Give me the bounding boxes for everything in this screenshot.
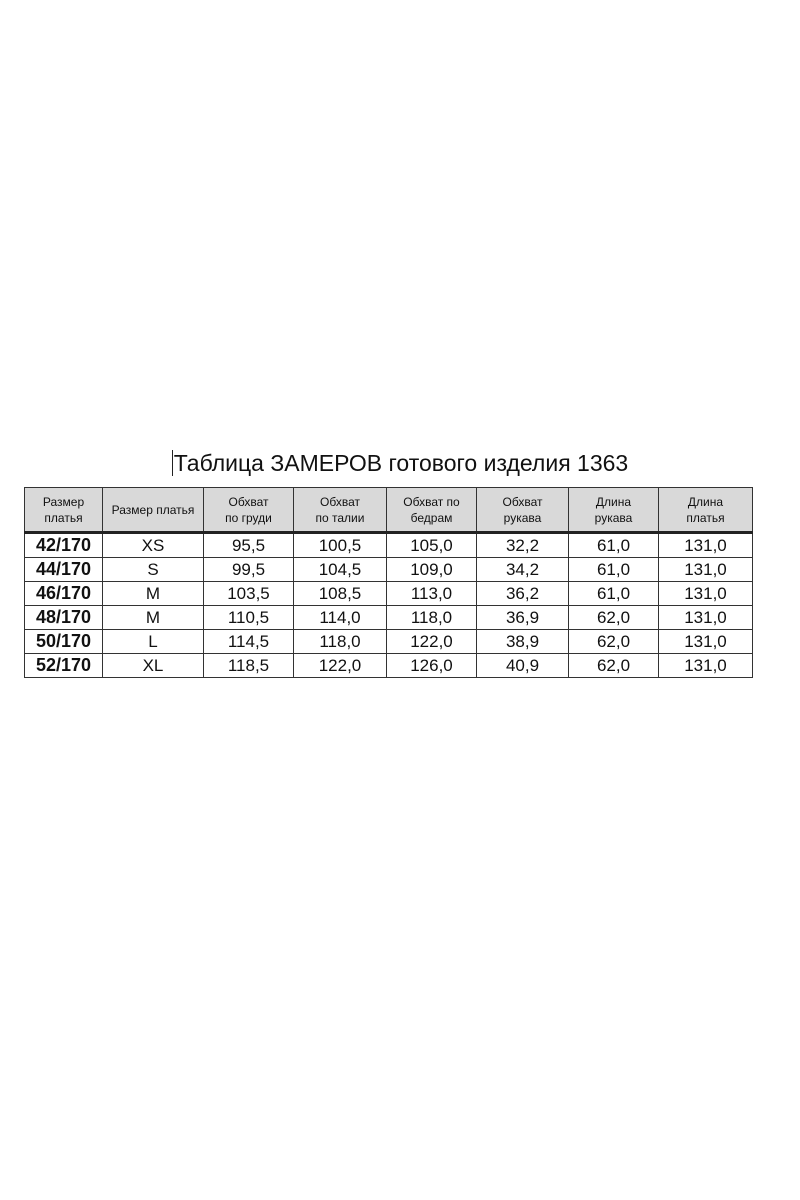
cell-waist: 122,0 [294,654,387,678]
cell-hips: 105,0 [387,533,477,558]
cell-waist: 100,5 [294,533,387,558]
table-body [25,533,753,678]
cell-dress-length: 131,0 [659,606,753,630]
header-waist: Обхват по талии [294,488,387,533]
cell-hips: 118,0 [387,606,477,630]
cell-sleeve-length: 62,0 [569,654,659,678]
table-row [25,533,753,558]
cell-size-code: 42/170 [25,533,103,558]
cell-dress-size: XL [103,654,204,678]
cell-chest: 95,5 [204,533,294,558]
document-title [0,446,800,480]
cell-sleeve-girth: 40,9 [477,654,569,678]
cell-dress-size: XS [103,533,204,558]
table-row [25,630,753,654]
cell-dress-size: L [103,630,204,654]
cell-chest: 99,5 [204,558,294,582]
cell-dress-size: M [103,582,204,606]
cell-sleeve-girth: 34,2 [477,558,569,582]
cell-sleeve-length: 61,0 [569,533,659,558]
cell-sleeve-length: 61,0 [569,582,659,606]
header-dress-size: Размер платья [103,488,204,533]
header-chest: Обхват по груди [204,488,294,533]
cell-waist: 104,5 [294,558,387,582]
cell-dress-size: M [103,606,204,630]
cell-size-code: 46/170 [25,582,103,606]
cell-hips: 113,0 [387,582,477,606]
header-sleeve-length: Длина рукава [569,488,659,533]
header-hips: Обхват по бедрам [387,488,477,533]
cell-dress-length: 131,0 [659,558,753,582]
cell-chest: 118,5 [204,654,294,678]
header-dress-length: Длина платья [659,488,753,533]
cell-sleeve-length: 62,0 [569,630,659,654]
cell-dress-length: 131,0 [659,533,753,558]
table-header-row [25,488,753,533]
cell-chest: 110,5 [204,606,294,630]
cell-dress-size: S [103,558,204,582]
table-row [25,606,753,630]
cell-dress-length: 131,0 [659,582,753,606]
table-row [25,654,753,678]
cell-waist: 118,0 [294,630,387,654]
cell-hips: 122,0 [387,630,477,654]
header-size-code: Размер платья [25,488,103,533]
cell-hips: 126,0 [387,654,477,678]
cell-chest: 114,5 [204,630,294,654]
cell-sleeve-length: 62,0 [569,606,659,630]
measurements-table [24,487,753,678]
cell-dress-length: 131,0 [659,654,753,678]
cell-size-code: 50/170 [25,630,103,654]
cell-sleeve-girth: 32,2 [477,533,569,558]
text-cursor [172,450,173,476]
cell-waist: 114,0 [294,606,387,630]
cell-chest: 103,5 [204,582,294,606]
cell-hips: 109,0 [387,558,477,582]
cell-waist: 108,5 [294,582,387,606]
cell-sleeve-girth: 36,9 [477,606,569,630]
header-sleeve-girth: Обхват рукава [477,488,569,533]
cell-size-code: 44/170 [25,558,103,582]
table-row [25,558,753,582]
cell-sleeve-length: 61,0 [569,558,659,582]
document-title-text: Таблица ЗАМЕРОВ готового изделия 1363 [173,450,629,476]
cell-sleeve-girth: 38,9 [477,630,569,654]
cell-dress-length: 131,0 [659,630,753,654]
cell-size-code: 52/170 [25,654,103,678]
cell-size-code: 48/170 [25,606,103,630]
table-row [25,582,753,606]
cell-sleeve-girth: 36,2 [477,582,569,606]
